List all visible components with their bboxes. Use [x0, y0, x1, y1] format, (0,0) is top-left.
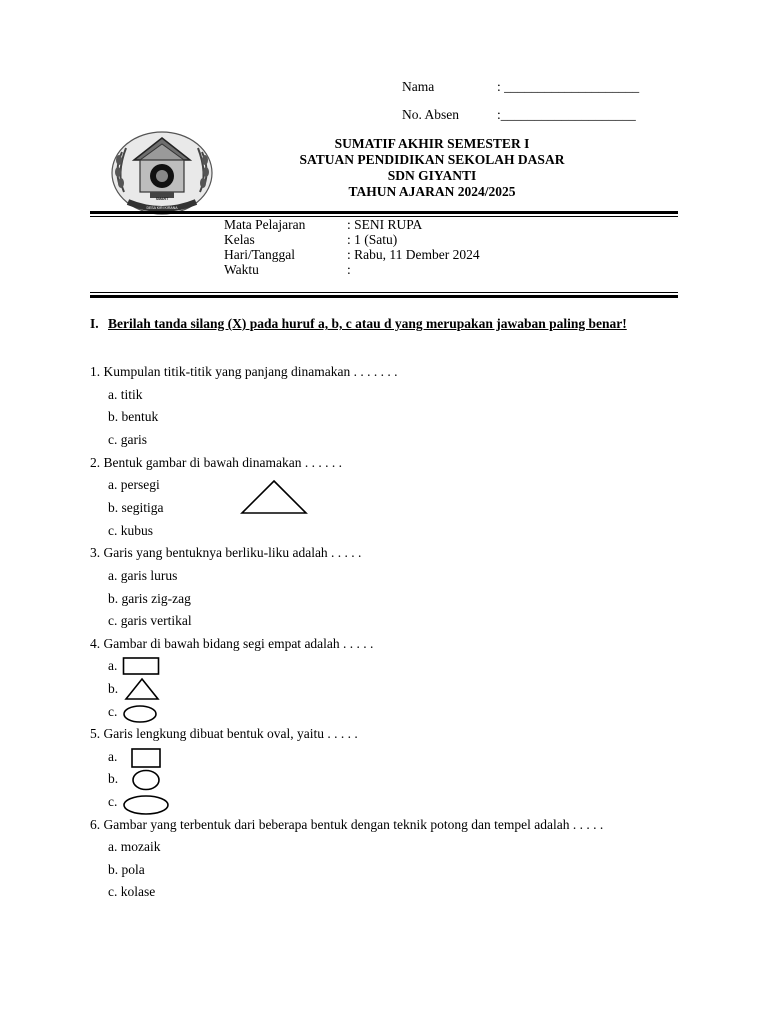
oval-icon: [122, 794, 170, 816]
ellipse-icon: [122, 704, 158, 724]
question-6: 6. Gambar yang terbentuk dari beberapa bentuk dengan teknik potong dan tempel adalah . . . . .: [90, 817, 604, 832]
question-3: 3. Garis yang bentuknya berliku-liku adalah . . . . .: [90, 545, 362, 560]
question-5-option-b[interactable]: b.: [108, 771, 119, 786]
question-1-option-a[interactable]: a. titik: [108, 387, 143, 402]
square-icon: [130, 747, 162, 769]
question-6-option-b[interactable]: b. pola: [108, 862, 145, 877]
divider-bottom-thick: [90, 295, 678, 298]
question-3-option-c[interactable]: c. garis vertikal: [108, 613, 192, 628]
info-label-time: Waktu: [224, 262, 259, 277]
document-header: [0, 136, 768, 200]
question-5: 5. Garis lengkung dibuat bentuk oval, yaitu . . . . .: [90, 726, 358, 741]
question-4-option-b[interactable]: b.: [108, 681, 119, 696]
question-1-option-c[interactable]: c. garis: [108, 432, 147, 447]
question-4-option-c[interactable]: c.: [108, 704, 118, 719]
info-value-class: : 1 (Satu): [347, 232, 398, 247]
question-2-option-b[interactable]: b. segitiga: [108, 500, 164, 515]
info-label-date: Hari/Tanggal: [224, 247, 296, 262]
rectangle-icon: [122, 656, 160, 676]
info-value-date: : Rabu, 11 Dember 2024: [347, 247, 480, 262]
circle-icon: [130, 769, 162, 791]
header-school: SDN GIYANTI: [387, 168, 477, 183]
section-number: I.: [90, 316, 99, 331]
info-label-subject: Mata Pelajaran: [224, 217, 306, 232]
absen-field[interactable]: :____________________: [497, 107, 636, 122]
emblem-text-top: SMART: [155, 197, 169, 201]
question-4: 4. Gambar di bawah bidang segi empat adalah . . . . .: [90, 636, 374, 651]
header-title: SUMATIF AKHIR SEMESTER I: [334, 136, 530, 151]
question-4-option-a[interactable]: a.: [108, 658, 118, 673]
question-2: 2. Bentuk gambar di bawah dinamakan . . . . . .: [90, 455, 342, 470]
question-3-option-a[interactable]: a. garis lurus: [108, 568, 178, 583]
header-year: TAHUN AJARAN 2024/2025: [348, 184, 516, 199]
question-5-option-c[interactable]: c.: [108, 794, 118, 809]
divider-top-thick: [90, 211, 678, 214]
name-label: Nama: [402, 79, 435, 94]
divider-bottom-thin: [90, 292, 678, 293]
header-institution: SATUAN PENDIDIKAN SEKOLAH DASAR: [299, 152, 565, 167]
question-2-option-a[interactable]: a. persegi: [108, 477, 160, 492]
question-5-option-a[interactable]: a.: [108, 749, 118, 764]
info-label-class: Kelas: [224, 232, 255, 247]
triangle-icon: [124, 677, 160, 701]
question-6-option-a[interactable]: a. mozaik: [108, 839, 161, 854]
emblem-text-bottom: DESA KIRI KIRANA: [146, 206, 178, 210]
name-field[interactable]: : ____________________: [497, 79, 640, 94]
question-1-option-b[interactable]: b. bentuk: [108, 409, 159, 424]
info-value-subject: : SENI RUPA: [347, 217, 423, 232]
absen-label: No. Absen: [402, 107, 459, 122]
question-2-option-c[interactable]: c. kubus: [108, 523, 153, 538]
question-6-option-c[interactable]: c. kolase: [108, 884, 156, 899]
question-3-option-b[interactable]: b. garis zig-zag: [108, 591, 191, 606]
section-instruction-text: Berilah tanda silang (X) pada huruf a, b, c atau d yang merupakan jawaban paling benar!: [108, 316, 627, 331]
triangle-icon: [240, 479, 308, 515]
info-value-time: :: [347, 262, 351, 277]
question-1: 1. Kumpulan titik-titik yang panjang dinamakan . . . . . . .: [90, 364, 398, 379]
